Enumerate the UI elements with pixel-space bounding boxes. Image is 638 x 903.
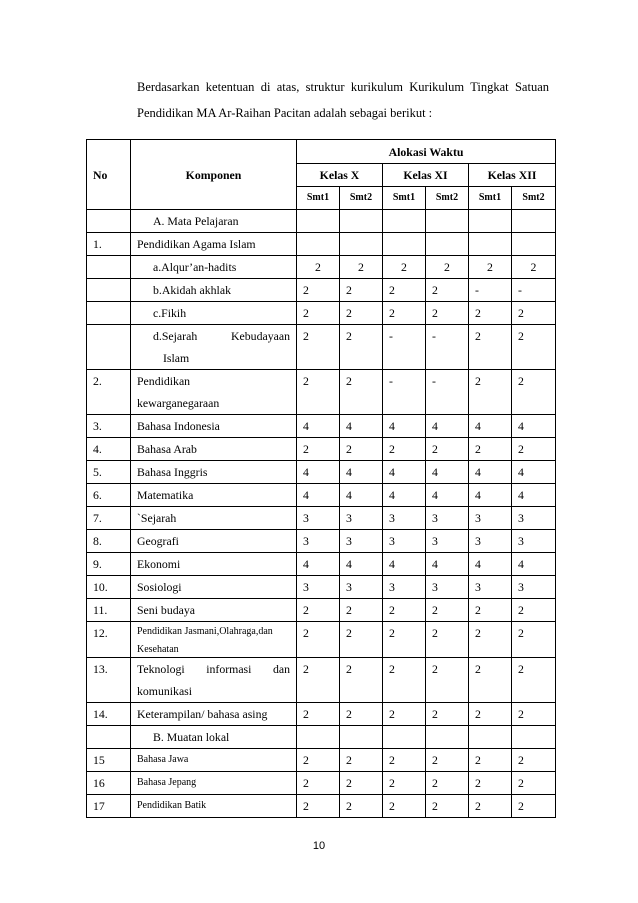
curriculum-table [86, 139, 556, 818]
cell-value: 3 [469, 507, 512, 530]
cell-value: 2 [297, 599, 340, 622]
row-name: a.Alqur’an-hadits [131, 256, 297, 279]
cell-value: 2 [426, 772, 469, 795]
cell-value: 3 [512, 576, 556, 599]
row-name: Sosiologi [131, 576, 297, 599]
row-no: 17 [87, 795, 131, 818]
section-title-a: A. Mata Pelajaran [131, 210, 297, 233]
header-smt: Smt2 [426, 187, 469, 210]
header-smt: Smt1 [469, 187, 512, 210]
cell-value: 3 [340, 576, 383, 599]
cell-value: 3 [383, 507, 426, 530]
cell-value: 2 [340, 438, 383, 461]
cell-value: 2 [297, 622, 340, 658]
cell-value: 2 [383, 772, 426, 795]
cell-value: 2 [469, 749, 512, 772]
cell-value: 2 [340, 795, 383, 818]
cell-value: - [469, 279, 512, 302]
row-no: 11. [87, 599, 131, 622]
cell-value: 2 [340, 370, 383, 415]
page-number: 10 [312, 840, 326, 852]
cell-value: 2 [426, 438, 469, 461]
cell-value: 4 [340, 484, 383, 507]
cell-value: 2 [426, 279, 469, 302]
cell-value: 2 [469, 325, 512, 370]
row-name-part: Teknologi informasi dan [137, 662, 290, 676]
cell-value: 3 [297, 576, 340, 599]
row-name: Bahasa Inggris [131, 461, 297, 484]
section-row [87, 726, 556, 749]
cell-value: 3 [512, 507, 556, 530]
cell-value: 2 [469, 772, 512, 795]
row-no: 3. [87, 415, 131, 438]
row-name-part: komunikasi [137, 684, 193, 698]
cell-value: 4 [383, 415, 426, 438]
cell-value: 2 [469, 438, 512, 461]
header-komponen: Komponen [131, 140, 297, 210]
intro-line-1: Berdasarkan ketentuan di atas, struktur kurikulum Kurikulum Tingkat Satuan [137, 80, 549, 94]
header-alokasi-waktu: Alokasi Waktu [297, 140, 556, 164]
table-row [87, 772, 556, 795]
row-name: Bahasa Arab [131, 438, 297, 461]
cell-value: 2 [512, 438, 556, 461]
row-name-part: Islam [163, 351, 190, 365]
cell-value: 2 [340, 279, 383, 302]
table-row [87, 302, 556, 325]
table-row [87, 553, 556, 576]
cell-value: 2 [512, 302, 556, 325]
cell-value: 4 [383, 553, 426, 576]
cell-value: 2 [340, 256, 383, 279]
intro-paragraph [137, 74, 549, 126]
row-no: 1. [87, 233, 131, 256]
table-row [87, 530, 556, 553]
cell-value: 2 [297, 795, 340, 818]
cell-value: 2 [383, 795, 426, 818]
row-name: c.Fikih [131, 302, 297, 325]
cell-value: 3 [512, 530, 556, 553]
cell-value: 2 [469, 703, 512, 726]
cell-value: 2 [383, 438, 426, 461]
row-name: Geografi [131, 530, 297, 553]
row-name-part: d.Sejarah [153, 329, 198, 343]
row-name: b.Akidah akhlak [131, 279, 297, 302]
cell-value: 3 [426, 530, 469, 553]
cell-value: 4 [383, 484, 426, 507]
header-no: No [87, 140, 131, 210]
cell-value: 2 [426, 795, 469, 818]
row-name-part: kewarganegaraan [137, 396, 220, 410]
cell-value: 3 [426, 507, 469, 530]
table-row [87, 279, 556, 302]
row-no: 6. [87, 484, 131, 507]
cell-value: 2 [426, 749, 469, 772]
table-row [87, 415, 556, 438]
cell-value: 4 [297, 461, 340, 484]
table-row [87, 325, 556, 370]
cell-value: 2 [469, 256, 512, 279]
row-name [131, 658, 297, 703]
cell-value: 2 [426, 703, 469, 726]
row-no: 4. [87, 438, 131, 461]
cell-value: 2 [340, 749, 383, 772]
cell-value: - [426, 325, 469, 370]
table-row [87, 576, 556, 599]
row-name [131, 370, 297, 415]
row-name: Bahasa Jepang [131, 772, 297, 795]
cell-value: 2 [469, 795, 512, 818]
cell-value: 2 [512, 599, 556, 622]
cell-value: 2 [340, 658, 383, 703]
cell-value: 2 [426, 622, 469, 658]
cell-value: 3 [383, 530, 426, 553]
cell-value: 2 [426, 256, 469, 279]
section-title-b: B. Muatan lokal [131, 726, 297, 749]
cell-value: 4 [469, 553, 512, 576]
row-no: 8. [87, 530, 131, 553]
cell-value: 2 [512, 749, 556, 772]
table-row [87, 233, 556, 256]
table-row [87, 370, 556, 415]
table-row [87, 256, 556, 279]
cell-value: 2 [426, 599, 469, 622]
row-name: Seni budaya [131, 599, 297, 622]
cell-value: 2 [383, 599, 426, 622]
cell-value: 2 [297, 279, 340, 302]
cell-value: 2 [340, 325, 383, 370]
header-smt: Smt2 [340, 187, 383, 210]
table-row [87, 484, 556, 507]
table-row [87, 795, 556, 818]
row-name-part: Pendidikan [137, 374, 191, 388]
row-name: Bahasa Jawa [131, 749, 297, 772]
cell-value: 3 [383, 576, 426, 599]
row-no: 13. [87, 658, 131, 703]
cell-value: 2 [512, 325, 556, 370]
cell-value: 4 [469, 415, 512, 438]
cell-value: 2 [469, 622, 512, 658]
cell-value: 2 [383, 658, 426, 703]
row-name: Bahasa Indonesia [131, 415, 297, 438]
cell-value: 2 [469, 370, 512, 415]
cell-value: 2 [340, 302, 383, 325]
cell-value: 4 [297, 484, 340, 507]
cell-value: 2 [383, 703, 426, 726]
cell-value: 2 [469, 302, 512, 325]
cell-value: 4 [426, 461, 469, 484]
table-row [87, 461, 556, 484]
row-name: Pendidikan Batik [131, 795, 297, 818]
row-no: 5. [87, 461, 131, 484]
cell-value: 2 [297, 749, 340, 772]
cell-value: - [383, 370, 426, 415]
row-name [131, 325, 297, 370]
cell-value: 3 [340, 507, 383, 530]
cell-value: 2 [297, 325, 340, 370]
cell-value: 4 [426, 484, 469, 507]
row-no: 16 [87, 772, 131, 795]
cell-value: - [383, 325, 426, 370]
header-kelas-x: Kelas X [297, 164, 383, 187]
cell-value: 2 [426, 302, 469, 325]
table-row [87, 599, 556, 622]
cell-value: 2 [297, 658, 340, 703]
row-no: 10. [87, 576, 131, 599]
cell-value: 2 [297, 703, 340, 726]
cell-value: 4 [512, 484, 556, 507]
cell-value: 2 [297, 370, 340, 415]
cell-value: 2 [512, 256, 556, 279]
table-row [87, 507, 556, 530]
cell-value: 4 [297, 415, 340, 438]
row-no: 14. [87, 703, 131, 726]
cell-value: 4 [426, 415, 469, 438]
row-name: Ekonomi [131, 553, 297, 576]
cell-value: 2 [340, 772, 383, 795]
table-row [87, 658, 556, 703]
cell-value: 2 [383, 302, 426, 325]
row-no: 12. [87, 622, 131, 658]
cell-value: 4 [469, 461, 512, 484]
table-row [87, 703, 556, 726]
cell-value: 4 [340, 461, 383, 484]
cell-value: 2 [383, 256, 426, 279]
cell-value: 2 [340, 622, 383, 658]
cell-value: 2 [469, 658, 512, 703]
cell-value: 4 [340, 553, 383, 576]
cell-value: 4 [297, 553, 340, 576]
row-name-part: Kebudayaan [231, 329, 290, 343]
row-no: 9. [87, 553, 131, 576]
cell-value: 2 [512, 703, 556, 726]
cell-value: 4 [340, 415, 383, 438]
cell-value: - [512, 279, 556, 302]
cell-value: 4 [512, 553, 556, 576]
header-kelas-xi: Kelas XI [383, 164, 469, 187]
cell-value: 3 [469, 576, 512, 599]
cell-value: 2 [426, 658, 469, 703]
cell-value: 2 [383, 279, 426, 302]
cell-value: 2 [340, 599, 383, 622]
cell-value: 2 [383, 749, 426, 772]
cell-value: - [426, 370, 469, 415]
cell-value: 4 [512, 461, 556, 484]
row-name: `Sejarah [131, 507, 297, 530]
row-name: Pendidikan Agama Islam [131, 233, 297, 256]
cell-value: 2 [297, 438, 340, 461]
table-row [87, 622, 556, 658]
cell-value: 2 [512, 772, 556, 795]
cell-value: 2 [469, 599, 512, 622]
row-no: 2. [87, 370, 131, 415]
cell-value: 2 [512, 370, 556, 415]
row-name: Matematika [131, 484, 297, 507]
intro-line-2: Pendidikan MA Ar-Raihan Pacitan adalah sebagai berikut : [137, 106, 433, 120]
row-no: 15 [87, 749, 131, 772]
header-kelas-xii: Kelas XII [469, 164, 556, 187]
cell-value: 2 [297, 772, 340, 795]
cell-value: 3 [469, 530, 512, 553]
table-row [87, 438, 556, 461]
cell-value: 2 [512, 795, 556, 818]
cell-value: 2 [512, 658, 556, 703]
cell-value: 2 [297, 256, 340, 279]
cell-value: 2 [297, 302, 340, 325]
row-name-part: Kesehatan [137, 644, 179, 655]
row-name [131, 622, 297, 658]
row-name: Keterampilan/ bahasa asing [131, 703, 297, 726]
header-smt: Smt1 [383, 187, 426, 210]
row-name-part: Pendidikan Jasmani,Olahraga,dan [137, 626, 273, 637]
cell-value: 2 [340, 703, 383, 726]
header-smt: Smt1 [297, 187, 340, 210]
section-row [87, 210, 556, 233]
header-smt: Smt2 [512, 187, 556, 210]
cell-value: 2 [383, 622, 426, 658]
cell-value: 3 [297, 530, 340, 553]
cell-value: 2 [512, 622, 556, 658]
table-row [87, 749, 556, 772]
cell-value: 4 [469, 484, 512, 507]
cell-value: 3 [340, 530, 383, 553]
cell-value: 4 [426, 553, 469, 576]
cell-value: 3 [297, 507, 340, 530]
cell-value: 4 [383, 461, 426, 484]
cell-value: 4 [512, 415, 556, 438]
cell-value: 3 [426, 576, 469, 599]
row-no: 7. [87, 507, 131, 530]
